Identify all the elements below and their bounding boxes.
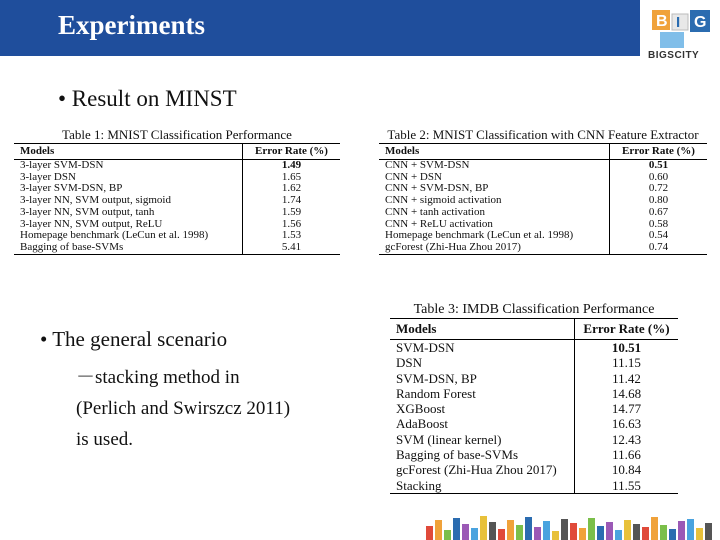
model-name-cell: CNN + SVM-DSN [385, 159, 470, 171]
table-caption: Table 3: IMDB Classification Performance [413, 302, 655, 317]
table-row [390, 416, 678, 431]
error-rate-cell: 0.54 [609, 230, 707, 242]
header-models: Models [20, 145, 55, 157]
table-row [390, 371, 678, 386]
error-rate-cell: 1.53 [242, 230, 340, 242]
table-header-row [379, 144, 707, 159]
strip-block [678, 521, 685, 540]
table-mnist [14, 127, 340, 255]
logo-letter-b: B [656, 13, 668, 30]
error-rate-cell: 1.62 [242, 183, 340, 195]
model-name-cell: CNN + tanh activation [385, 205, 485, 218]
table-imdb [390, 302, 678, 494]
table-row [390, 340, 678, 355]
scenario-line: －stacking method in [76, 367, 240, 388]
strip-block [453, 518, 460, 540]
strip-block [624, 520, 631, 540]
bullet-general-scenario: • The general scenario [40, 327, 228, 351]
error-rate-cell: 10.84 [574, 462, 678, 477]
strip-block [633, 524, 640, 540]
error-rate-cell: 1.59 [242, 207, 340, 219]
model-name-cell: SVM (linear kernel) [396, 431, 502, 447]
error-rate-cell: 14.77 [574, 401, 678, 416]
strip-block [435, 520, 442, 540]
table-rule [379, 254, 707, 255]
strip-block [480, 516, 487, 540]
table-header-row [14, 144, 340, 159]
strip-block [561, 519, 568, 540]
model-name-cell: Bagging of base-SVMs [396, 447, 519, 463]
decorative-city-strip [426, 516, 720, 540]
model-name-cell: XGBoost [396, 401, 446, 417]
table-body [390, 340, 678, 493]
model-name-cell: 3-layer NN, SVM output, tanh [20, 205, 155, 218]
strip-block [534, 527, 541, 540]
model-name-cell: 3-layer SVM-DSN, BP [20, 182, 123, 195]
strip-block [705, 523, 712, 540]
strip-block [651, 517, 658, 540]
strip-block [579, 528, 586, 540]
table-header-row [390, 319, 678, 339]
strip-block [597, 526, 604, 540]
strip-block [471, 528, 478, 540]
model-name-cell: CNN + sigmoid activation [385, 194, 502, 207]
error-rate-cell: 11.55 [574, 478, 678, 493]
strip-block [696, 528, 703, 540]
error-rate-cell: 0.72 [609, 183, 707, 195]
strip-block [687, 519, 694, 540]
strip-block [615, 530, 622, 540]
table-body [379, 160, 707, 254]
model-name-cell: SVM-DSN, BP [396, 370, 477, 386]
table-row [14, 242, 340, 254]
header-error-rate: Error Rate (%) [574, 319, 678, 339]
table-rule [390, 493, 678, 494]
table-row [390, 355, 678, 370]
table-caption: Table 2: MNIST Classification with CNN Feature Extractor [387, 127, 699, 142]
model-name-cell: gcForest (Zhi-Hua Zhou 2017) [396, 462, 557, 478]
error-rate-cell: 1.56 [242, 219, 340, 231]
error-rate-cell: 1.65 [242, 172, 340, 184]
error-rate-cell: 0.80 [609, 195, 707, 207]
header-error-rate: Error Rate (%) [242, 144, 340, 159]
strip-block [588, 518, 595, 540]
header-models: Models [385, 145, 420, 157]
slide-title: Experiments [58, 10, 205, 40]
strip-block [525, 517, 532, 540]
model-name-cell: CNN + ReLU activation [385, 217, 493, 230]
strip-block [498, 529, 505, 540]
strip-block [444, 530, 451, 540]
header-error-rate: Error Rate (%) [609, 144, 707, 159]
table-caption: Table 1: MNIST Classification Performance [62, 127, 292, 142]
table-row [14, 207, 340, 219]
model-name-cell: 3-layer NN, SVM output, sigmoid [20, 194, 171, 207]
error-rate-cell: 0.51 [609, 160, 707, 172]
model-name-cell: DSN [396, 355, 423, 371]
table-row [390, 478, 678, 493]
error-rate-cell: 14.68 [574, 386, 678, 401]
model-name-cell: 3-layer NN, SVM output, ReLU [20, 217, 163, 230]
strip-block [516, 525, 523, 540]
strip-block [642, 527, 649, 540]
error-rate-cell: 0.67 [609, 207, 707, 219]
error-rate-cell: 1.74 [242, 195, 340, 207]
model-name-cell: Stacking [396, 477, 442, 493]
strip-block [552, 531, 559, 540]
logo-block-cube [660, 32, 684, 48]
table-row [379, 207, 707, 219]
error-rate-cell: 0.58 [609, 219, 707, 231]
scenario-description [76, 362, 290, 455]
error-rate-cell: 11.15 [574, 355, 678, 370]
table-rule [14, 254, 340, 255]
strip-block [489, 522, 496, 540]
strip-block [606, 522, 613, 540]
strip-block [570, 523, 577, 540]
model-name-cell: Random Forest [396, 385, 476, 401]
table-body [14, 160, 340, 254]
scenario-line: is used. [76, 429, 133, 450]
error-rate-cell: 12.43 [574, 432, 678, 447]
logo-letter-i: I [676, 14, 681, 31]
model-name-cell: AdaBoost [396, 416, 448, 432]
strip-block [462, 524, 469, 540]
model-name-cell: Homepage benchmark (LeCun et al. 1998) [385, 229, 574, 242]
error-rate-cell: 11.42 [574, 371, 678, 386]
table-row [379, 160, 707, 172]
strip-block [426, 526, 433, 540]
logo-text: BIGSCITY [648, 50, 700, 61]
bullet-result-minst: • Result on MINST [58, 86, 237, 111]
strip-block [660, 525, 667, 540]
error-rate-cell: 11.66 [574, 447, 678, 462]
model-name-cell: Homepage benchmark (LeCun et al. 1998) [20, 229, 209, 242]
error-rate-cell: 1.49 [242, 160, 340, 172]
error-rate-cell: 0.74 [609, 242, 707, 254]
header-models: Models [396, 321, 437, 336]
error-rate-cell: 16.63 [574, 416, 678, 431]
table-row [379, 242, 707, 254]
model-name-cell: CNN + SVM-DSN, BP [385, 182, 489, 195]
strip-block [507, 520, 514, 540]
model-name-cell: Bagging of base-SVMs [20, 240, 124, 253]
model-name-cell: SVM-DSN [396, 340, 455, 355]
scenario-line: (Perlich and Swirszcz 2011) [76, 398, 291, 419]
table-row [390, 386, 678, 401]
table-row [14, 160, 340, 172]
table-row [390, 447, 678, 462]
error-rate-cell: 5.41 [242, 242, 340, 254]
model-name-cell: 3-layer DSN [20, 170, 76, 183]
model-name-cell: gcForest (Zhi-Hua Zhou 2017) [385, 240, 521, 253]
table-mnist-cnn [379, 127, 707, 255]
table-row [390, 462, 678, 477]
table-row [390, 401, 678, 416]
strip-block [669, 529, 676, 540]
model-name-cell: 3-layer SVM-DSN [20, 159, 104, 171]
error-rate-cell: 0.60 [609, 172, 707, 184]
logo-letter-g: G [694, 14, 707, 31]
table-row [390, 432, 678, 447]
error-rate-cell: 10.51 [574, 340, 678, 355]
strip-block [543, 521, 550, 540]
model-name-cell: CNN + DSN [385, 170, 442, 183]
